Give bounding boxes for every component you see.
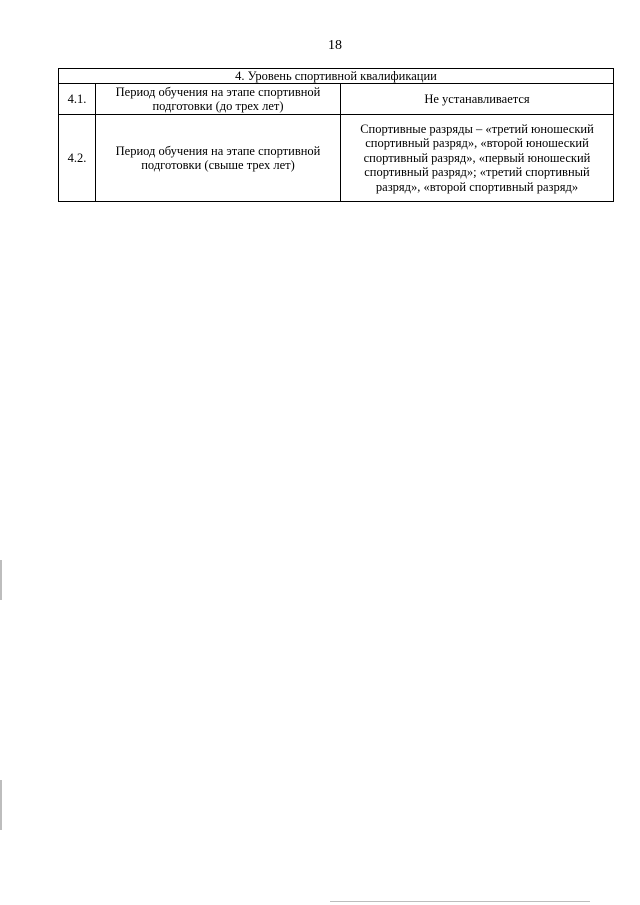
- period-cell: Период обучения на этапе спортивной подготовки (до трех лет): [96, 84, 341, 115]
- period-cell: Период обучения на этапе спортивной подготовки (свыше трех лет): [96, 115, 341, 202]
- section-title: 4. Уровень спортивной квалификации: [59, 69, 614, 84]
- table-row: [59, 84, 614, 115]
- section-header-row: [59, 69, 614, 84]
- row-number: 4.1.: [59, 84, 96, 115]
- qualification-table: [58, 68, 614, 202]
- scan-edge-mark: [0, 780, 2, 830]
- scan-edge-mark: [0, 560, 2, 600]
- requirement-cell: Спортивные разряды – «третий юношеский спортивный разряд», «второй юношеский спортивный разряд», «первый юношеский спортивный разряд»; «третий спортивный разряд», «второй спортивный разряд»: [341, 115, 614, 202]
- table-row: [59, 115, 614, 202]
- page-number: 18: [328, 38, 342, 53]
- requirement-cell: Не устанавливается: [341, 84, 614, 115]
- scan-edge-mark: [330, 901, 590, 902]
- row-number: 4.2.: [59, 115, 96, 202]
